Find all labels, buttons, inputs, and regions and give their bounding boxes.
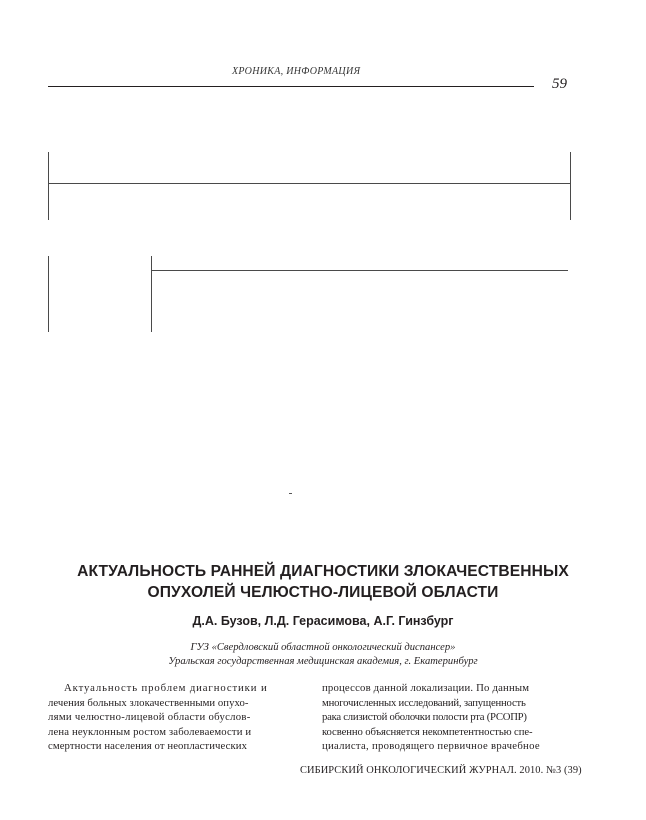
frame-right-border: [570, 152, 571, 220]
body-line: смертности населения от неопластических: [48, 740, 248, 752]
body-line: циалиста, проводящего первичное врачебное: [322, 740, 540, 752]
frame-divider: [48, 183, 571, 184]
block-inner-border: [151, 256, 152, 332]
body-line: Актуальность проблем диагностики и: [64, 682, 268, 694]
affiliation-line: Уральская государственная медицинская академия, г. Екатеринбург: [168, 656, 478, 667]
body-right-column: [322, 681, 570, 754]
title-line: АКТУАЛЬНОСТЬ РАННЕЙ ДИАГНОСТИКИ ЗЛОКАЧЕСТВЕННЫХ: [77, 563, 569, 580]
block-top-rule: [151, 270, 568, 271]
body-line: лечения больных злокачественными опухо-: [48, 696, 249, 709]
article-authors: Д.А. Бузов, Л.Д. Герасимова, А.Г. Гинзбург: [192, 614, 454, 628]
running-head: ХРОНИКА, ИНФОРМАЦИЯ: [232, 66, 361, 77]
header-rule: [48, 86, 534, 87]
affiliation-line: ГУЗ «Свердловский областной онкологический диспансер»: [190, 642, 456, 653]
page-number: 59: [552, 76, 567, 92]
body-line: лена неуклонным ростом заболеваемости и: [48, 725, 252, 738]
journal-footer: СИБИРСКИЙ ОНКОЛОГИЧЕСКИЙ ЖУРНАЛ. 2010. №3 (39): [300, 765, 582, 776]
block-left-border: [48, 256, 49, 332]
stray-mark: [289, 493, 292, 494]
title-line: ОПУХОЛЕЙ ЧЕЛЮСТНО-ЛИЦЕВОЙ ОБЛАСТИ: [147, 584, 499, 601]
article-title: [40, 561, 606, 603]
body-line: лями челюстно-лицевой области обуслов-: [48, 711, 251, 723]
body-line: косвенно объясняется некомпетентностью спе-: [322, 725, 533, 738]
body-line: рака слизистой оболочки полости рта (РСОПР): [322, 711, 527, 723]
body-line: многочисленных исследований, запущенность: [322, 696, 526, 709]
frame-left-border: [48, 152, 49, 220]
body-left-column: [48, 681, 293, 754]
body-line: процессов данной локализации. По данным: [322, 682, 530, 694]
article-affiliations: [40, 641, 606, 669]
